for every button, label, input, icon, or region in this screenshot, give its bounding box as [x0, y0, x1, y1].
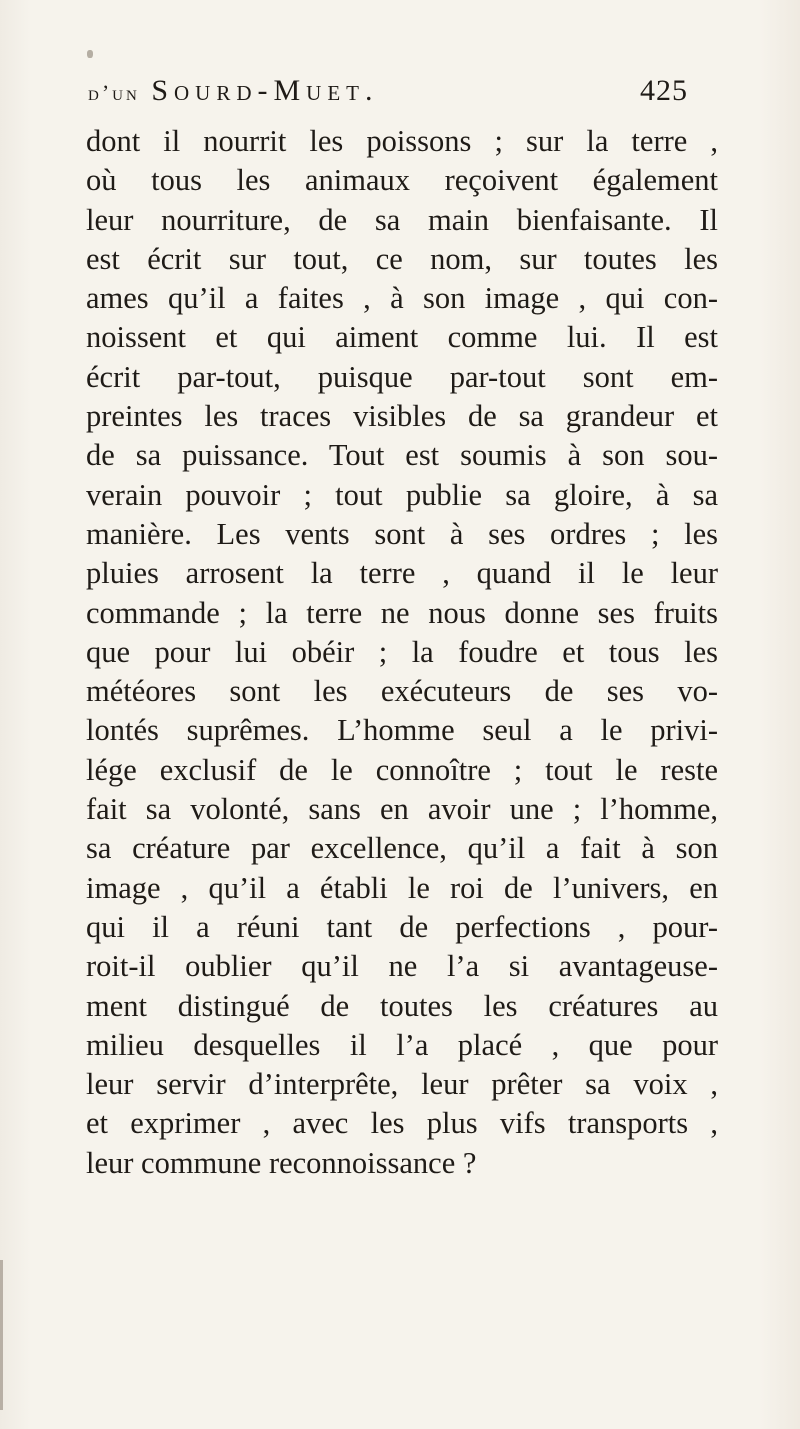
- text-line: roit-il oublier qu’il ne l’a si avantageuse-: [86, 949, 718, 984]
- text-line: ames qu’il a faites , à son image , qui con-: [86, 281, 718, 316]
- text-line: météores sont les exécuteurs de ses vo-: [86, 674, 718, 709]
- ink-speck: [87, 50, 93, 58]
- text-line: pluies arrosent la terre , quand il le leur: [86, 556, 718, 591]
- text-line: de sa puissance. Tout est soumis à son sou-: [86, 438, 718, 473]
- page-number: 425: [640, 74, 688, 107]
- body-text: [86, 122, 718, 1183]
- text-line: et exprimer , avec les plus vifs transports ,: [86, 1106, 718, 1141]
- running-header: [88, 74, 688, 118]
- text-line: leur servir d’interprête, leur prêter sa voix ,: [86, 1067, 718, 1102]
- text-line: manière. Les vents sont à ses ordres ; les: [86, 516, 718, 551]
- text-line: qui il a réuni tant de perfections , pour-: [86, 909, 718, 944]
- text-line: image , qu’il a établi le roi de l’univers, en: [86, 870, 718, 905]
- text-line-final: leur commune reconnoissance ?: [86, 1145, 477, 1180]
- text-line: où tous les animaux reçoivent également: [86, 163, 718, 198]
- text-line: lontés suprêmes. L’homme seul a le privi-: [86, 713, 718, 748]
- text-line: dont il nourrit les poissons ; sur la terre ,: [86, 124, 718, 158]
- text-line: écrit par-tout, puisque par-tout sont em-: [86, 359, 718, 394]
- text-line: verain pouvoir ; tout publie sa gloire, à sa: [86, 477, 718, 512]
- text-line: que pour lui obéir ; la foudre et tous les: [86, 634, 718, 669]
- text-line: noissent et qui aiment comme lui. Il est: [86, 320, 718, 355]
- text-line: est écrit sur tout, ce nom, sur toutes les: [86, 241, 718, 276]
- text-line: commande ; la terre ne nous donne ses fruits: [86, 595, 718, 630]
- text-line: milieu desquelles il l’a placé , que pour: [86, 1027, 718, 1062]
- header-prefix: d’un: [88, 80, 140, 105]
- text-line: sa créature par excellence, qu’il a fait à son: [86, 831, 718, 866]
- page-edge-shadow: [0, 1260, 3, 1410]
- text-line: preintes les traces visibles de sa grandeur et: [86, 399, 718, 434]
- text-line: leur nourriture, de sa main bienfaisante. Il: [86, 202, 718, 237]
- header-title: Sourd-Muet.: [151, 74, 379, 107]
- text-line: fait sa volonté, sans en avoir une ; l’homme,: [86, 792, 718, 827]
- text-line: ment distingué de toutes les créatures au: [86, 988, 718, 1023]
- text-line: lége exclusif de le connoître ; tout le reste: [86, 752, 718, 787]
